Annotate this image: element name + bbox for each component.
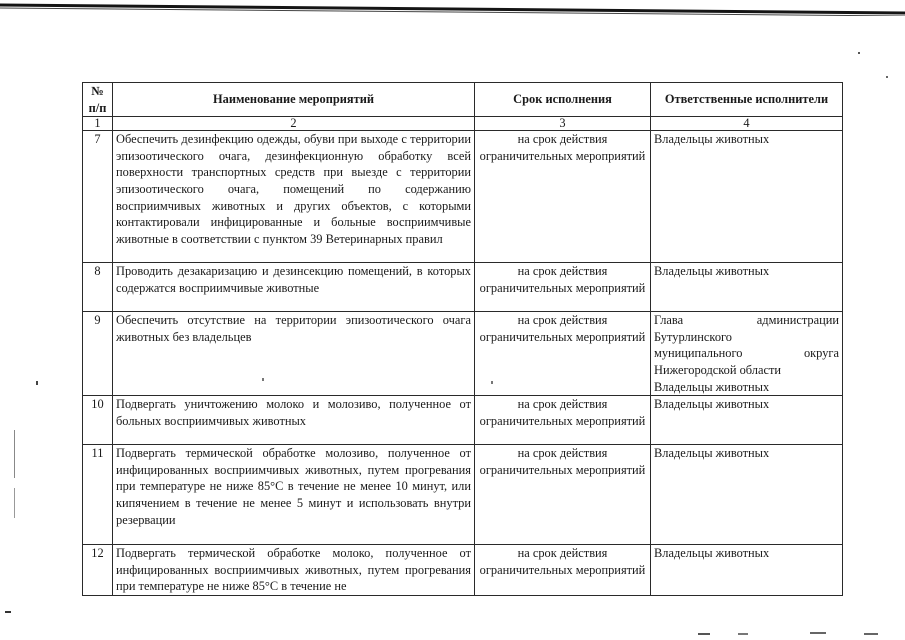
header-name: Наименование мероприятий	[113, 83, 475, 117]
measure-name: Подвергать термической обработке молоко, полученное от инфицированных восприимчивых животных, путем прогревания при температуре не ниже 85°С в течение не	[113, 545, 475, 596]
measure-term: на срок действия ограничительных мероприятий	[475, 396, 651, 445]
responsible-line: Нижегородской области	[654, 362, 782, 377]
measure-name: Проводить дезакаризацию и дезинсекцию помещений, в которых содержатся восприимчивые животные	[113, 263, 475, 312]
measure-name: Подвергать термической обработке молозиво, полученное от инфицированных восприимчивых животных, путем прогревания при температуре не ниже 85°С в течение не менее 10 минут, или кипячением в течение не менее 5 минут и использовать внутри резервации	[113, 445, 475, 545]
measure-term: на срок действия ограничительных мероприятий	[475, 131, 651, 263]
table-row	[83, 445, 843, 545]
table-row	[83, 131, 843, 263]
measure-responsible: Владельцы животных	[651, 131, 843, 263]
measure-name: Обеспечить отсутствие на территории эпизоотического очага животных без владельцев	[113, 312, 475, 396]
measure-term: на срок действия ограничительных мероприятий	[475, 445, 651, 545]
col-index: 4	[651, 117, 843, 131]
header-num: № п/п	[83, 83, 113, 117]
measure-responsible: Владельцы животных	[651, 545, 843, 596]
row-number: 8	[83, 263, 113, 312]
measure-responsible: Владельцы животных	[651, 396, 843, 445]
table-row	[83, 545, 843, 596]
table-header-row	[83, 83, 843, 117]
measure-name: Подвергать уничтожению молоко и молозиво, полученное от больных восприимчивых животных	[113, 396, 475, 445]
measures-table	[82, 82, 843, 596]
col-index: 3	[475, 117, 651, 131]
responsible-line: Владельцы животных	[654, 379, 770, 394]
responsible-line: Глава администрации	[654, 313, 839, 328]
scan-top-rule	[0, 2, 905, 16]
header-responsible: Ответственные исполнители	[651, 83, 843, 117]
col-index: 2	[113, 117, 475, 131]
column-index-row	[83, 117, 843, 131]
table-row	[83, 396, 843, 445]
measure-term: на срок действия ограничительных мероприятий	[475, 545, 651, 596]
responsible-line: Бутурлинского	[654, 329, 732, 344]
measure-responsible: Владельцы животных	[651, 445, 843, 545]
col-index: 1	[83, 117, 113, 131]
row-number: 12	[83, 545, 113, 596]
row-number: 9	[83, 312, 113, 396]
table-row	[83, 312, 843, 396]
measure-responsible: Владельцы животных	[651, 263, 843, 312]
responsible-line: муниципального округа	[654, 346, 839, 361]
measure-responsible	[651, 312, 843, 396]
measure-term: на срок действия ограничительных мероприятий	[475, 263, 651, 312]
row-number: 10	[83, 396, 113, 445]
row-number: 7	[83, 131, 113, 263]
table-row	[83, 263, 843, 312]
measure-term: на срок действия ограничительных мероприятий	[475, 312, 651, 396]
row-number: 11	[83, 445, 113, 545]
header-term: Срок исполнения	[475, 83, 651, 117]
measure-name: Обеспечить дезинфекцию одежды, обуви при выходе с территории эпизоотического очага, дезинфекционную обработку всей поверхности транспортных средств при выезде с территории эпизоотического очага, помещений по содержанию восприимчивых животных и других объектов, с которыми контактировали инфицированные и больные восприимчивые животные в соответствии с пунктом 39 Ветеринарных правил	[113, 131, 475, 263]
